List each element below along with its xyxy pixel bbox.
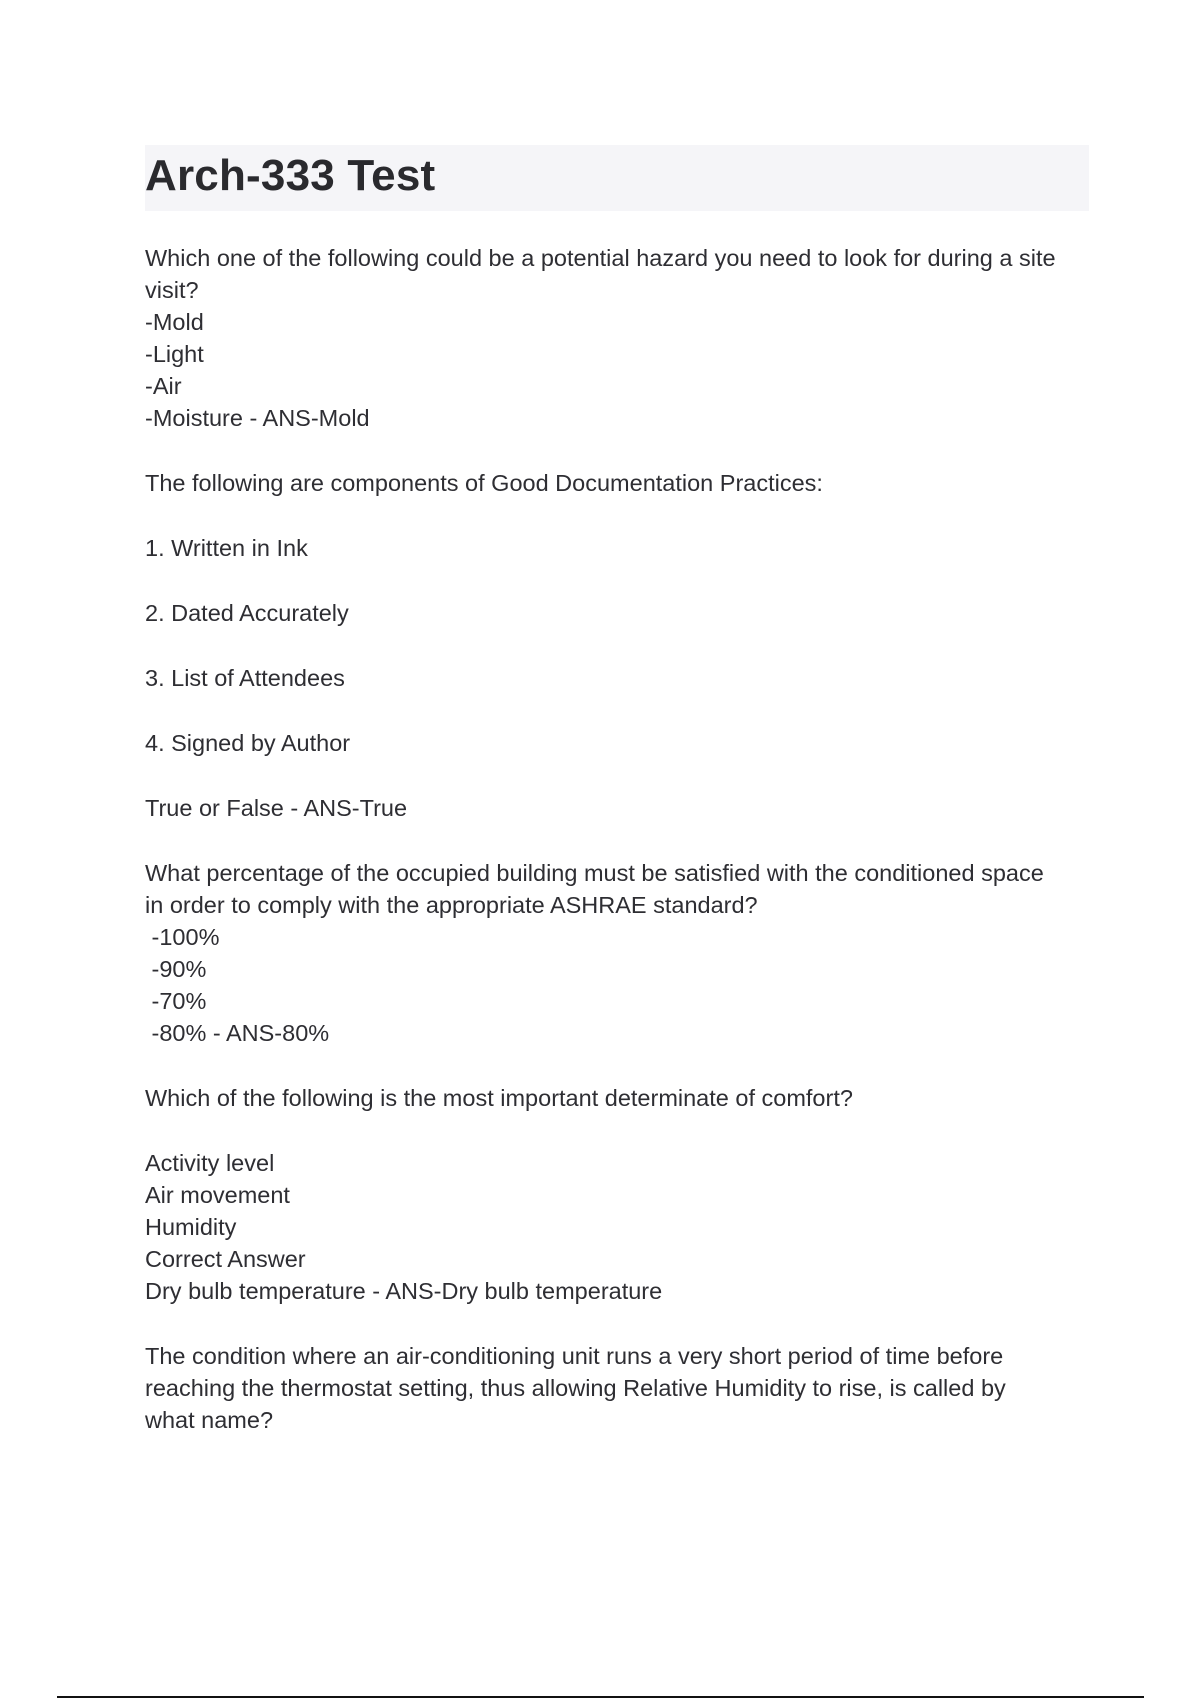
question-1-option: -Mold <box>145 309 204 335</box>
spacer <box>145 434 1089 467</box>
question-1-option: -Light <box>145 341 204 367</box>
question-1-answer: -Moisture - ANS-Mold <box>145 405 370 431</box>
page-title: Arch-333 Test <box>145 151 436 200</box>
question-4-option: Activity level <box>145 1150 275 1176</box>
question-4-option: Air movement <box>145 1182 290 1208</box>
question-5-text-line-3: what name? <box>145 1407 274 1433</box>
spacer <box>145 629 1089 662</box>
question-4-option: Correct Answer <box>145 1246 306 1272</box>
question-3-answer: -80% - ANS-80% <box>145 1020 330 1046</box>
spacer <box>145 1049 1089 1082</box>
question-1-text-line-2: visit? <box>145 277 199 303</box>
question-5-text-line-2: reaching the thermostat setting, thus allowing Relative Humidity to rise, is called by <box>145 1375 1006 1401</box>
question-3-text-line-1: What percentage of the occupied building must be satisfied with the conditioned space <box>145 860 1044 886</box>
spacer <box>145 824 1089 857</box>
spacer <box>145 499 1089 532</box>
document-body <box>145 242 1089 1436</box>
question-2-item: 3. List of Attendees <box>145 665 345 691</box>
question-3-option: -70% <box>145 988 207 1014</box>
question-4-option: Humidity <box>145 1214 237 1240</box>
spacer <box>145 759 1089 792</box>
question-2-answer: True or False - ANS-True <box>145 795 408 821</box>
question-4-text: Which of the following is the most important determinate of comfort? <box>145 1085 853 1111</box>
question-5-text-line-1: The condition where an air-conditioning unit runs a very short period of time before <box>145 1343 1004 1369</box>
question-3 <box>145 857 1089 1049</box>
question-2-text: The following are components of Good Documentation Practices: <box>145 470 823 496</box>
question-5 <box>145 1340 1089 1436</box>
question-1-option: -Air <box>145 373 182 399</box>
question-2-item: 1. Written in Ink <box>145 535 308 561</box>
question-3-text-line-2: in order to comply with the appropriate ASHRAE standard? <box>145 892 758 918</box>
question-3-option: -90% <box>145 956 207 982</box>
page-bottom-divider <box>57 1696 1144 1698</box>
spacer <box>145 564 1089 597</box>
title-block <box>145 145 1089 211</box>
spacer <box>145 694 1089 727</box>
question-2-item: 4. Signed by Author <box>145 730 351 756</box>
question-1 <box>145 242 1089 434</box>
question-2 <box>145 467 1089 824</box>
question-1-text-line-1: Which one of the following could be a potential hazard you need to look for during a site <box>145 245 1056 271</box>
spacer <box>145 1307 1089 1340</box>
question-4 <box>145 1082 1089 1307</box>
question-2-item: 2. Dated Accurately <box>145 600 349 626</box>
question-3-option: -100% <box>145 924 220 950</box>
question-4-answer: Dry bulb temperature - ANS-Dry bulb temperature <box>145 1278 663 1304</box>
spacer <box>145 1114 1089 1147</box>
